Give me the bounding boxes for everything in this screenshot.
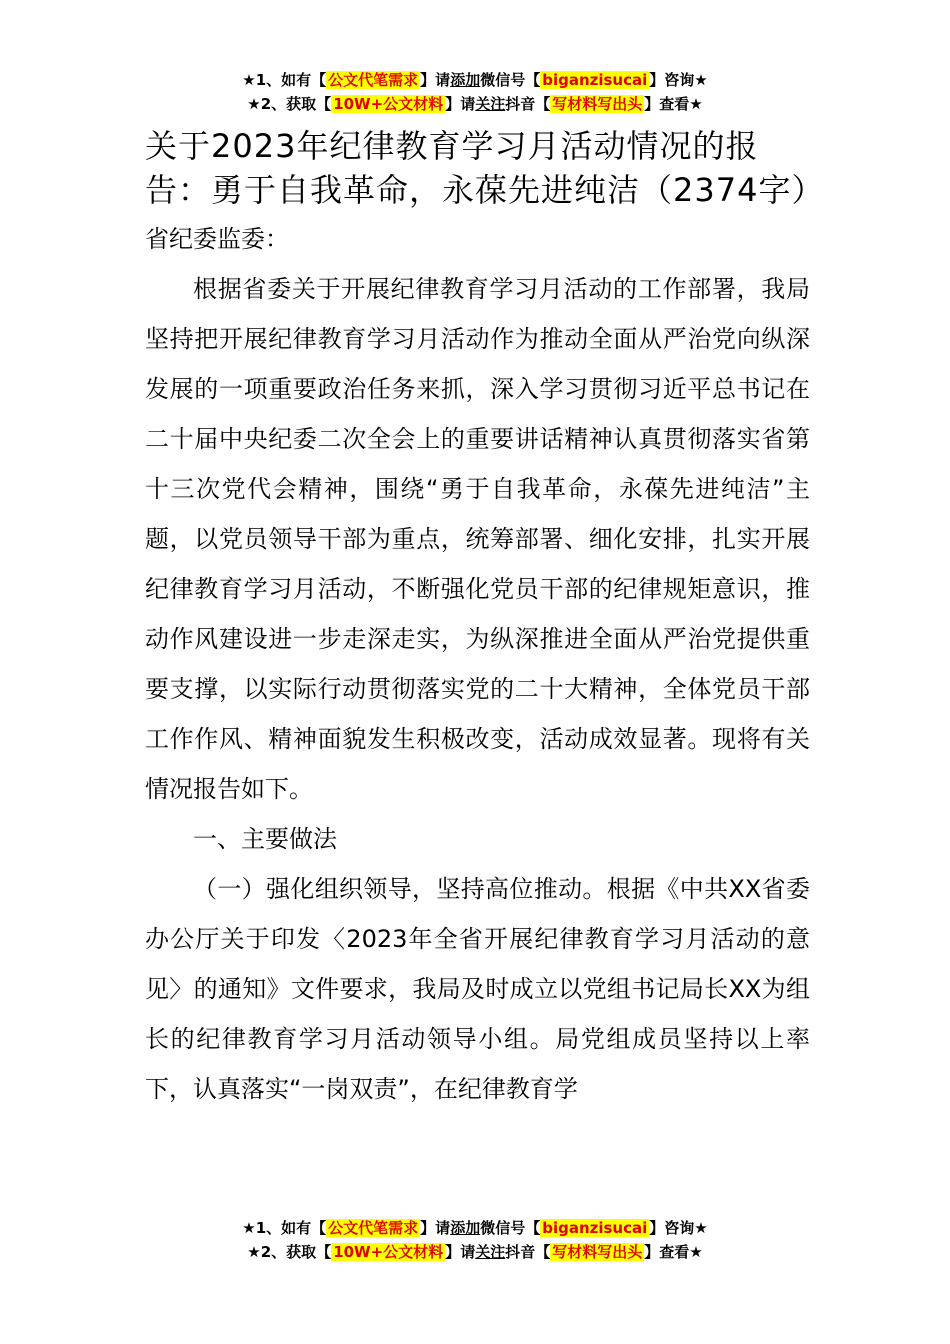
promo-text: ★1、如有【 [242,1219,327,1237]
document-body [145,124,825,1114]
promo-underlined: 关注 [475,95,506,113]
intro-paragraph: 根据省委关于开展纪律教育学习月活动的工作部署，我局坚持把开展纪律教育学习月活动作为推动全面从严治党向纵深发展的一项重要政治任务来抓，深入学习贯彻习近平总书记在二十届中央纪委二次全会上的重要讲话精神认真贯彻落实省第十三次党代会精神，围绕“勇于自我革命，永葆先进纯洁”主题，以党员领导干部为重点，统筹部署、细化安排，扎实开展纪律教育学习月活动，不断强化党员干部的纪律规矩意识，推动作风建设进一步走深走实，为纵深推进全面从严治党提供重要支撑，以实际行动贯彻落实党的二十大精神，全体党员干部工作作风、精神面貌发生积极改变，活动成效显著。现将有关情况报告如下。 [145,275,810,803]
promo-text: 】请 [420,1219,451,1237]
salutation: 省纪委监委： [145,225,289,253]
promo-text: 抖音【 [505,1243,551,1261]
document-title: 关于2023年纪律教育学习月活动情况的报告：勇于自我革命，永葆先进纯洁（2374字） [145,127,825,209]
promo-text: 】请 [445,1243,476,1261]
promo-text: 】请 [445,95,476,113]
promo-text: ★2、获取【 [247,95,332,113]
promo-highlight: biganzisucai [542,71,648,89]
promo-highlight: 公文代笔需求 [328,71,419,89]
promo-text: 微信号【 [480,1219,541,1237]
promo-underlined: 添加 [450,1219,481,1237]
promo-banner-bottom [0,1216,950,1264]
promo-highlight: 公文代笔需求 [328,1219,419,1237]
promo-text: 微信号【 [480,71,541,89]
promo-text: 】查看★ [644,1243,703,1261]
promo-highlight: biganzisucai [542,1219,648,1237]
promo-line-1 [0,1216,950,1240]
promo-text: 抖音【 [505,95,551,113]
promo-highlight: 写材料写出头 [552,1243,643,1261]
promo-underlined: 关注 [475,1243,506,1261]
promo-text: 】咨询★ [649,71,708,89]
promo-text: 】请 [420,71,451,89]
promo-line-2 [0,1240,950,1264]
promo-highlight: 10W+公文材料 [333,95,444,113]
promo-text: 】查看★ [644,95,703,113]
promo-banner-top [0,68,950,116]
promo-line-1 [0,68,950,92]
promo-text: ★2、获取【 [247,1243,332,1261]
promo-line-2 [0,92,950,116]
promo-text: 】咨询★ [649,1219,708,1237]
section-paragraph: （一）强化组织领导，坚持高位推动。根据《中共XX省委办公厅关于印发〈2023年全省开展纪律教育学习月活动的意见〉的通知》文件要求，我局及时成立以党组书记局长XX为组长的纪律教育学习月活动领导小组。局党组成员坚持以上率下，认真落实“一岗双责”，在纪律教育学 [145,875,810,1103]
promo-underlined: 添加 [450,71,481,89]
promo-highlight: 10W+公文材料 [333,1243,444,1261]
section-heading: 一、主要做法 [193,825,337,853]
promo-text: ★1、如有【 [242,71,327,89]
promo-highlight: 写材料写出头 [552,95,643,113]
